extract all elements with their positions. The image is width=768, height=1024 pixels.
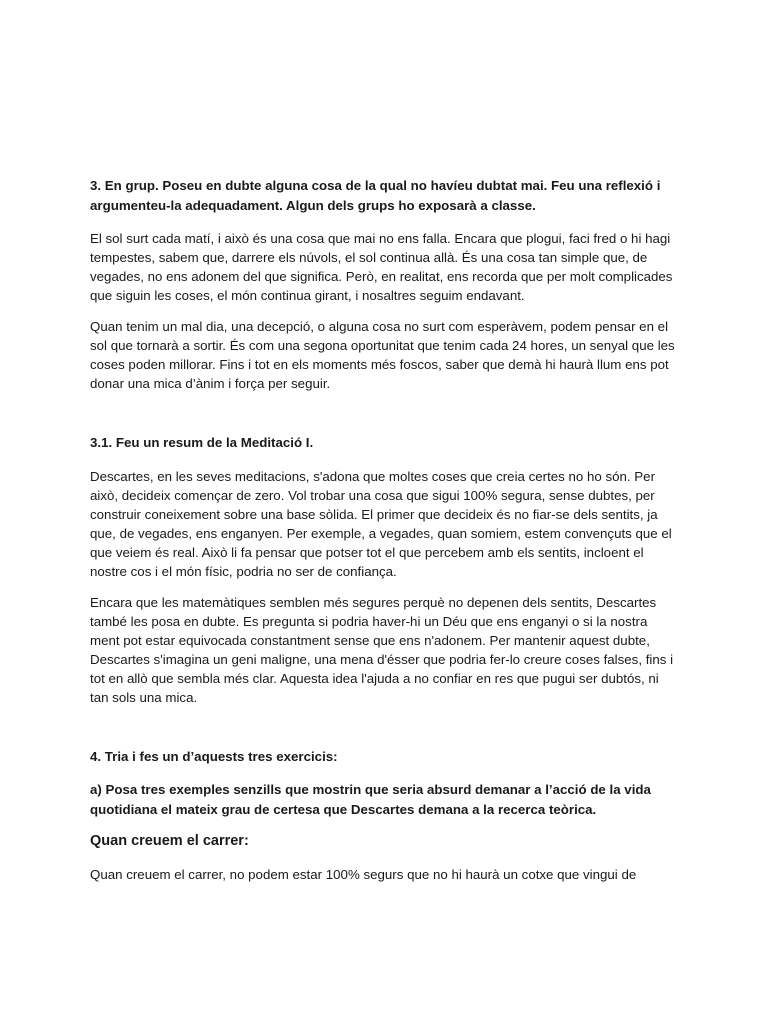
question-4-option-a: a) Posa tres exemples senzills que mostrin que seria absurd demanar a l’acció de la vida quotidiana el mateix grau de certesa que Descartes demana a la recerca teòrica. bbox=[90, 782, 651, 817]
document-page bbox=[90, 176, 680, 884]
answer-3-paragraph-1: El sol surt cada matí, i això és una cosa que mai no ens falla. Encara que plogui, faci fred o hi hagi tempestes, sabem que, darrere els núvols, el sol continua allà. És una cosa tan simple que, de vegades, no ens adonem del que significa. Però, en realitat, ens recorda que per molt complicades que siguin les coses, el món continua girant, i nosaltres seguim endavant. bbox=[90, 231, 673, 303]
answer-3-paragraph-2: Quan tenim un mal dia, una decepció, o alguna cosa no surt com esperàvem, podem pensar en el sol que tornarà a sortir. És com una segona oportunitat que tenim cada 24 hores, un senyal que les coses poden millorar. Fins i tot en els moments més foscos, saber que demà hi haurà llum ens pot donar una mica d’ànim i força per seguir. bbox=[90, 319, 675, 391]
answer-3-1-paragraph-1: Descartes, en les seves meditacions, s'adona que moltes coses que creia certes no ho són. Per això, decideix començar de zero. Vol trobar una cosa que sigui 100% segura, sense dubtes, per construir coneixement sobre una base sòlida. El primer que decideix és no fiar-se dels sentits, ja que, de vegades, ens enganyen. Per exemple, a vegades, quan somiem, estem convençuts que el que veiem és real. Això li fa pensar que potser tot el que percebem amb els sentits, incloent el nostre cos i el món físic, podria no ser de confiança. bbox=[90, 468, 672, 579]
answer-4-paragraph-1: Quan creuem el carrer, no podem estar 100% segurs que no hi haurà un cotxe que vingui de bbox=[90, 867, 637, 882]
question-3: 3. En grup. Poseu en dubte alguna cosa de la qual no havíeu dubtat mai. Feu una reflexió i argumenteu-la adequadament. Algun dels grups ho exposarà a classe. bbox=[90, 178, 661, 213]
subheading-crossing-street: Quan creuem el carrer: bbox=[90, 833, 249, 849]
answer-3-1-paragraph-2: Encara que les matemàtiques semblen més segures perquè no depenen dels sentits, Descartes també les posa en dubte. Es pregunta si podria haver-hi un Déu que ens enganyi o si la nostra ment pot estar equivocada constantment sense que ens n'adonem. Per mantenir aquest dubte, Descartes s'imagina un geni maligne, una mena d'ésser que podria fer-lo creure coses falses, fins i tot en allò que sembla més clar. Aquesta idea l'ajuda a no confiar en res que pugui ser dubtós, ni tan sols una mica. bbox=[90, 594, 674, 705]
question-4: 4. Tria i fes un d’aquests tres exercicis: bbox=[90, 748, 338, 764]
question-3-1: 3.1. Feu un resum de la Meditació I. bbox=[90, 435, 314, 450]
